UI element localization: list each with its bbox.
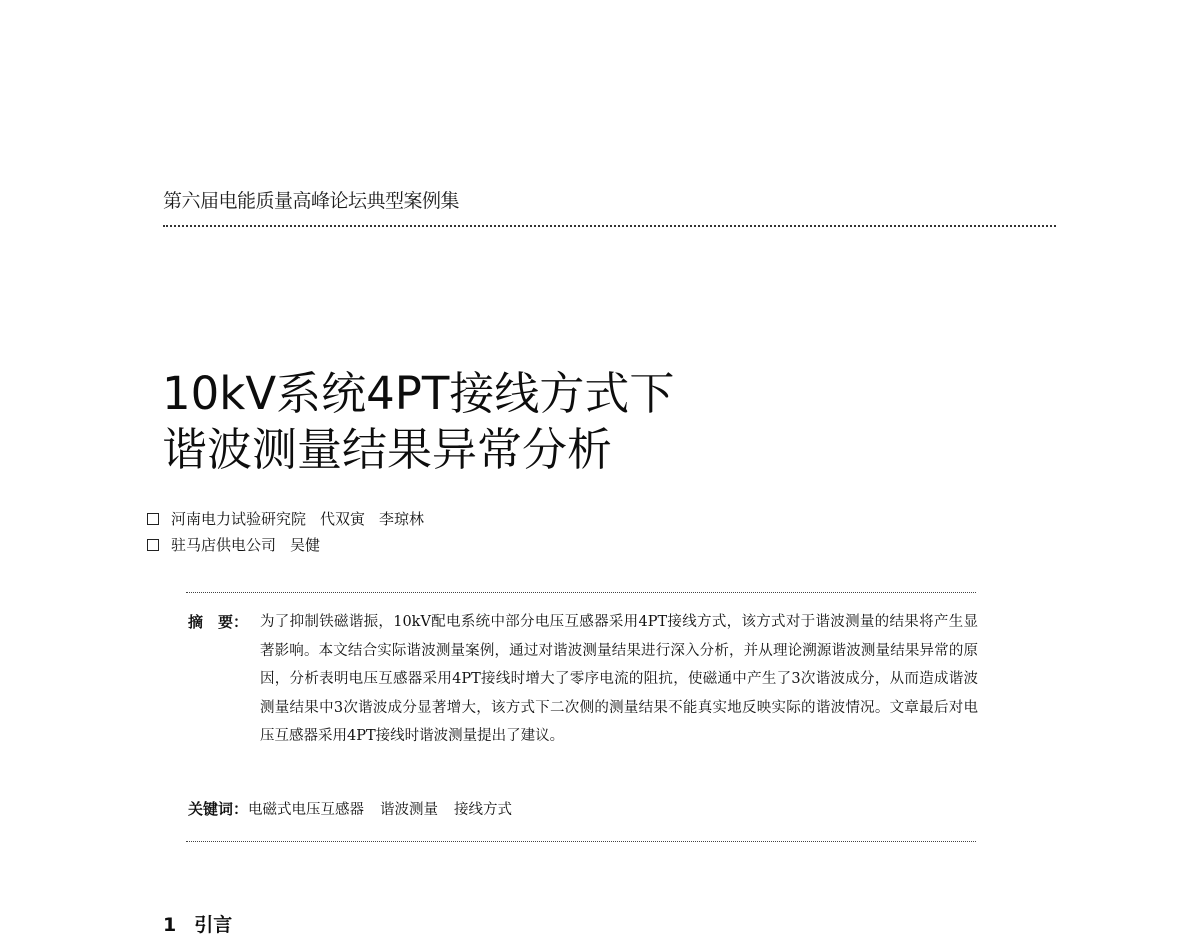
abstract-bottom-divider	[186, 841, 976, 842]
author-name: 吴健	[290, 536, 321, 554]
header-divider	[163, 225, 1056, 227]
section-heading	[163, 910, 232, 937]
keywords	[188, 795, 512, 824]
square-bullet-icon	[147, 539, 159, 551]
author-affiliation: 驻马店供电公司	[171, 536, 277, 554]
abstract-top-divider	[186, 592, 976, 593]
paper-title-line-2: 谐波测量结果异常分析	[162, 423, 613, 476]
abstract	[188, 608, 978, 751]
keyword-item: 电磁式电压互感器	[248, 802, 365, 818]
paper-title-line-1: 10kV系统4PT接线方式下	[162, 367, 675, 420]
author-name: 李琼林	[379, 510, 425, 528]
section-number: 1	[163, 914, 177, 936]
author-line-1	[147, 506, 424, 532]
paper-title	[162, 366, 674, 478]
section-title: 引言	[194, 914, 233, 936]
abstract-text: 为了抑制铁磁谐振，10kV配电系统中部分电压互感器采用4PT接线方式，该方式对于谐波测量的结果将产生显著影响。本文结合实际谐波测量案例，通过对谐波测量结果进行深入分析，并从理论溯源谐波测量结果异常的原因，分析表明电压互感器采用4PT接线时增大了零序电流的阻抗，使磁通中产生了3次谐波成分，从而造成谐波测量结果中3次谐波成分显著增大，该方式下二次侧的测量结果不能真实地反映实际的谐波情况。文章最后对电压互感器采用4PT接线时谐波测量提出了建议。	[260, 614, 978, 744]
keyword-item: 谐波测量	[380, 802, 439, 818]
author-line-2	[147, 532, 424, 558]
keyword-item: 接线方式	[454, 802, 513, 818]
running-header: 第六届电能质量高峰论坛典型案例集	[163, 190, 460, 212]
author-block	[147, 506, 424, 558]
keywords-label: 关键词：	[188, 800, 249, 818]
author-name: 代双寅	[320, 510, 366, 528]
author-affiliation: 河南电力试验研究院	[171, 510, 307, 528]
square-bullet-icon	[147, 513, 159, 525]
abstract-label: 摘 要：	[188, 613, 249, 631]
